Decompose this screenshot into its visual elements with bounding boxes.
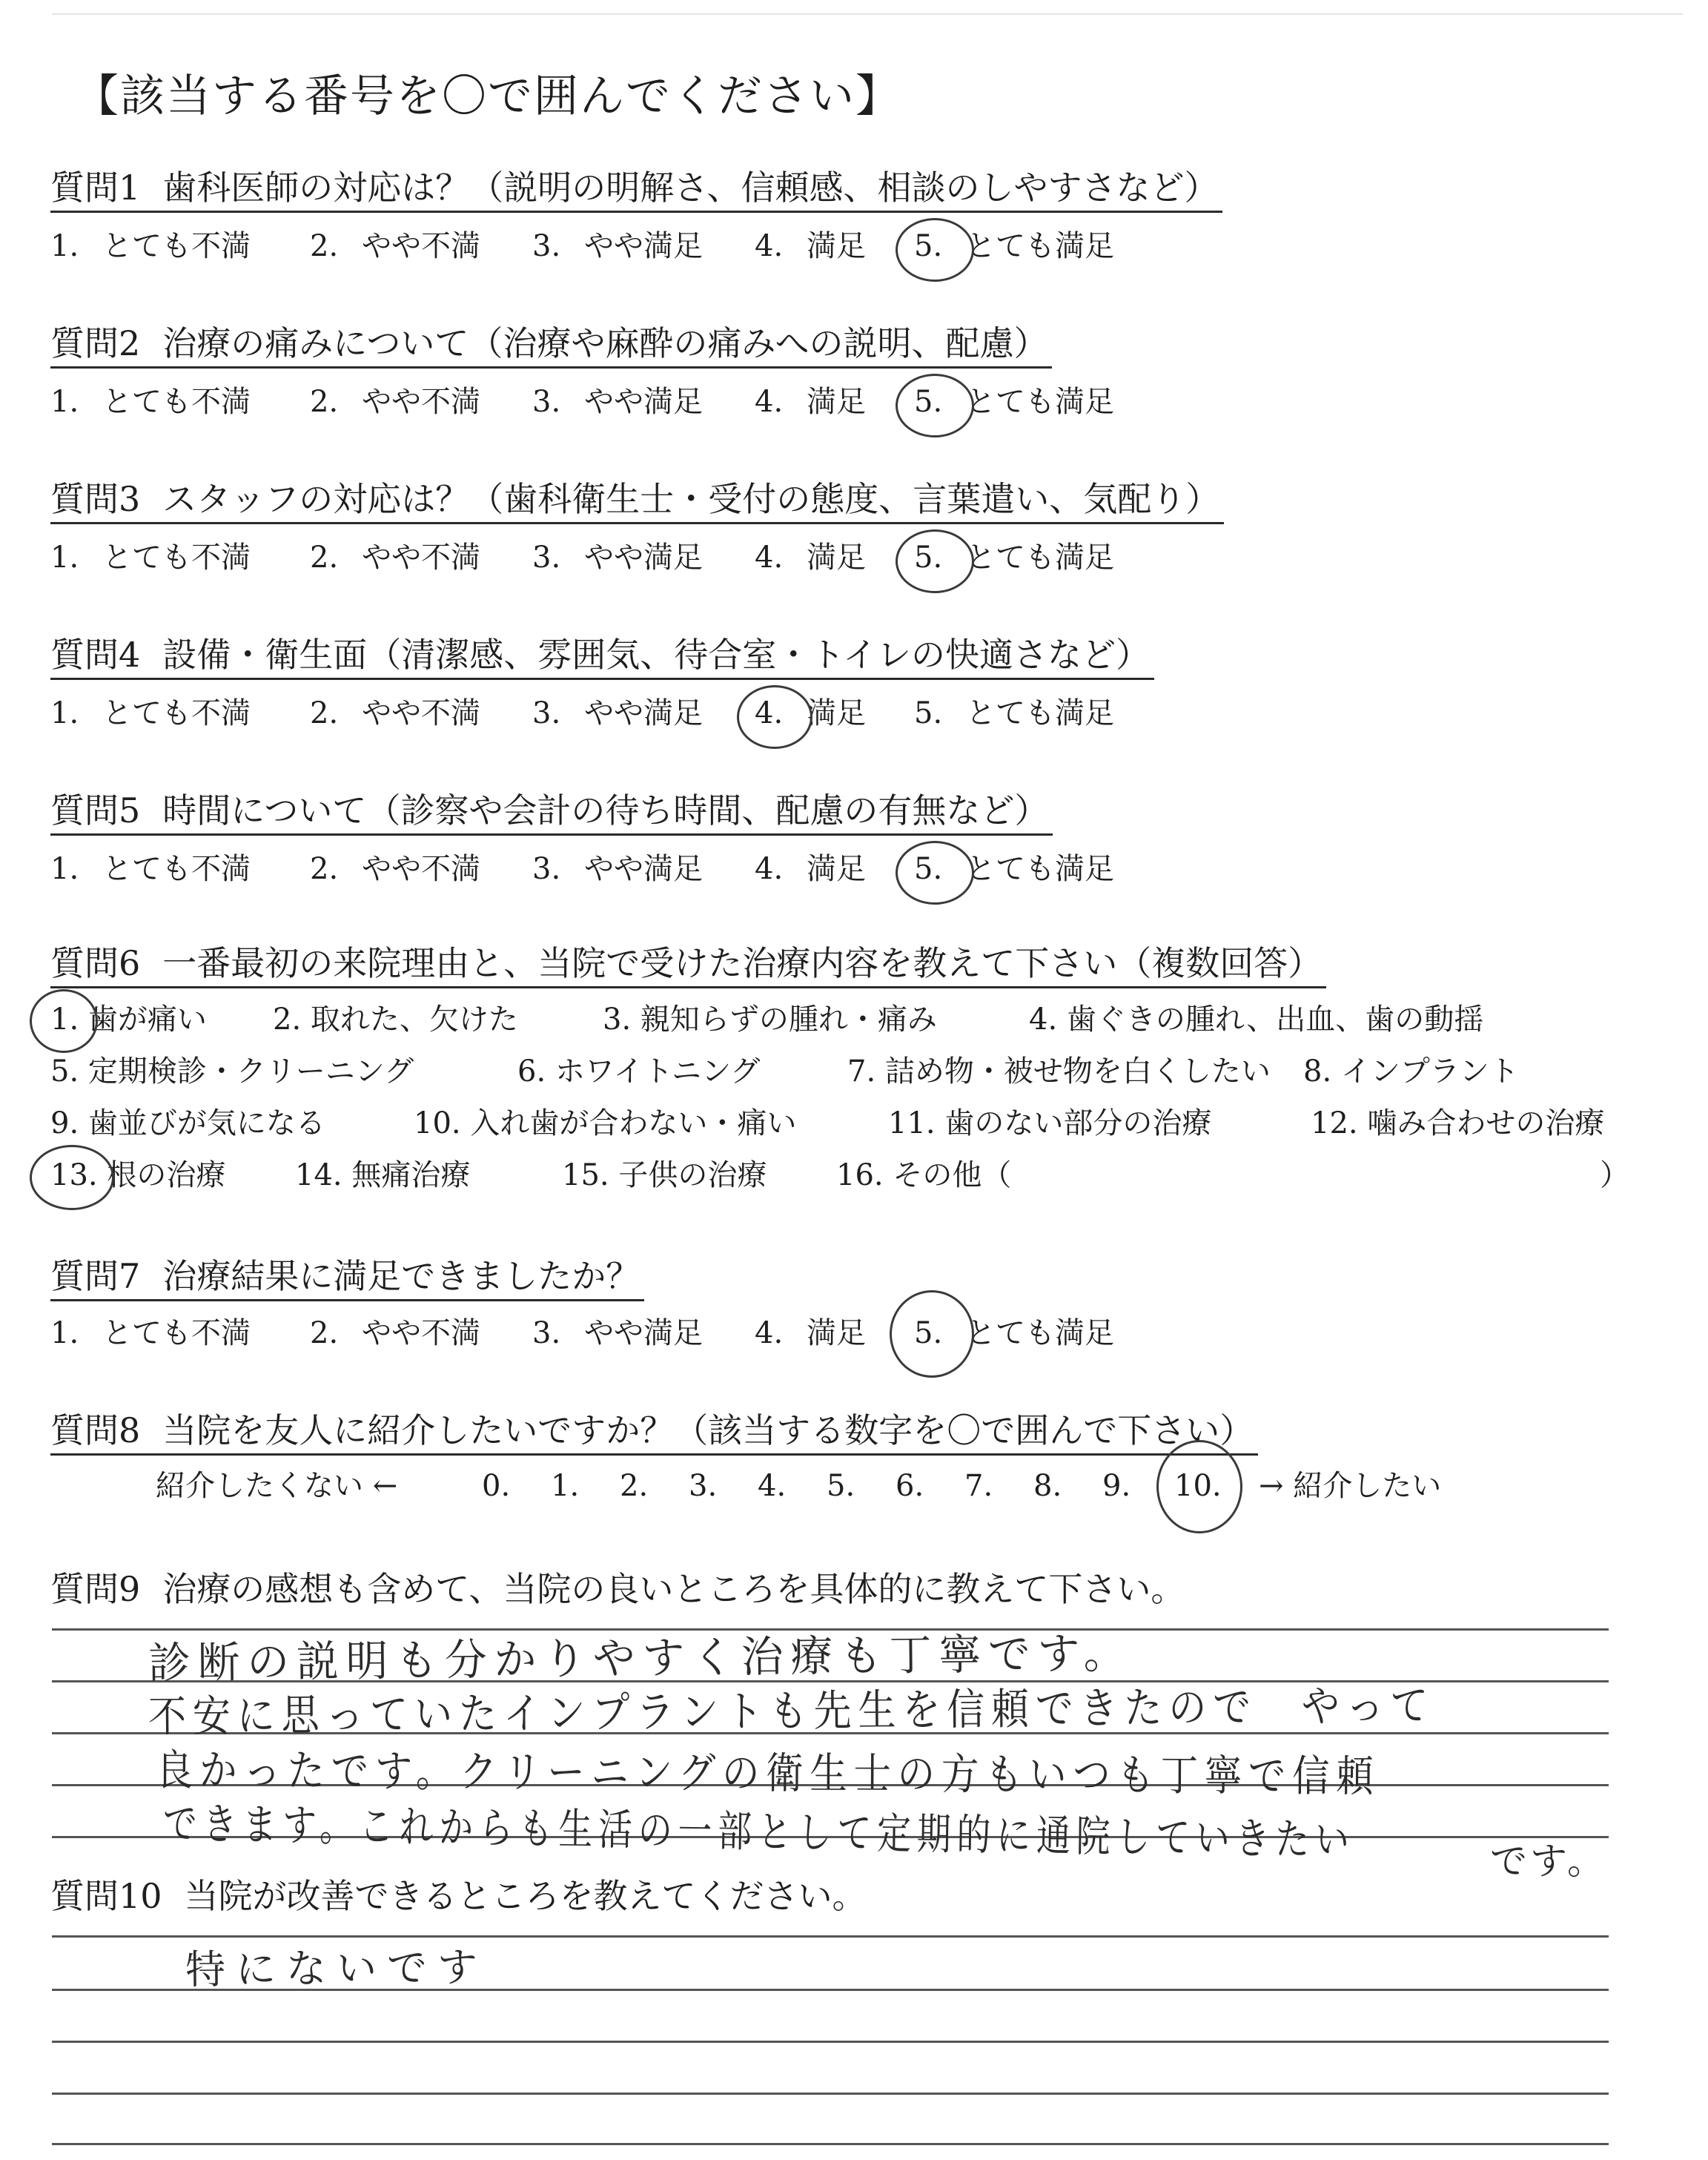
reason-option-1[interactable] — [50, 995, 207, 1044]
option-number: 2. — [310, 385, 339, 419]
scale-option-3[interactable] — [532, 690, 703, 737]
option-label: とても満足 — [966, 852, 1114, 886]
scale-option-5[interactable] — [914, 845, 1114, 893]
handwritten-answer-line: 良かったです。クリーニングの衛生士の方もいつも丁寧で信頼 — [155, 1745, 1380, 1802]
scale-option-2[interactable] — [310, 690, 480, 737]
option-label: やや満足 — [584, 385, 703, 419]
scale-option-3[interactable] — [532, 222, 703, 270]
option-label: 歯が痛い — [87, 1003, 207, 1037]
scale-number-10[interactable]: 10. — [1174, 1469, 1222, 1503]
option-label: とても満足 — [966, 385, 1114, 419]
option-label: やや満足 — [584, 229, 703, 263]
option-label: とても不満 — [102, 852, 251, 886]
option-label: とても満足 — [966, 696, 1114, 730]
option-number: 3. — [532, 696, 561, 730]
handwritten-answer-line: 診断の説明も分かりやすく治療も丁寧です。 — [148, 1628, 1133, 1688]
question-7-title — [50, 1253, 644, 1301]
option-label: ホワイトニング — [555, 1054, 761, 1089]
question-text: 治療結果に満足できましたか？ — [162, 1256, 640, 1296]
scale-option-3[interactable] — [532, 378, 703, 426]
writing-line — [52, 2143, 1609, 2145]
scale-option-5[interactable] — [914, 222, 1114, 270]
option-number: 6. — [517, 1054, 546, 1089]
option-label: 歯並びが気になる — [87, 1106, 325, 1140]
option-number: 4. — [755, 696, 784, 730]
option-label: とても不満 — [102, 229, 251, 263]
question-8-title — [50, 1407, 1258, 1456]
scale-right-label: → 紹介したい — [1259, 1469, 1442, 1503]
scale-option-5[interactable] — [914, 1309, 1114, 1357]
scale-number-9[interactable]: 9. — [1102, 1469, 1131, 1503]
option-label: 取れた、欠けた — [310, 1003, 518, 1037]
option-number: 2. — [310, 852, 339, 886]
option-label: 満足 — [807, 696, 866, 730]
scale-number-2[interactable]: 2. — [620, 1469, 649, 1503]
scale-option-4[interactable] — [755, 222, 866, 270]
scale-option-1[interactable] — [50, 378, 251, 426]
option-label: 子供の治療 — [618, 1158, 767, 1192]
scale-option-4[interactable] — [755, 1309, 866, 1357]
scale-option-4[interactable] — [755, 690, 866, 737]
option-label: 定期検診・クリーニング — [87, 1054, 414, 1089]
option-label: やや満足 — [584, 696, 703, 730]
scale-number-5[interactable]: 5. — [827, 1469, 855, 1503]
option-number: 10. — [414, 1106, 461, 1140]
reason-option-9[interactable] — [50, 1099, 325, 1148]
question-number: 質問7 — [50, 1256, 141, 1296]
scale-option-2[interactable] — [310, 845, 480, 893]
option-number: 3. — [532, 385, 561, 419]
option-label: 根の治療 — [107, 1158, 226, 1192]
question-number: 質問8 — [50, 1410, 141, 1450]
other-close-paren: ） — [1600, 1158, 1629, 1192]
option-label: やや不満 — [362, 541, 480, 575]
question-text: 歯科医師の対応は？（説明の明解さ、信頼感、相談のしやすさなど） — [162, 168, 1219, 208]
option-number: 8. — [1303, 1054, 1332, 1089]
question-6-title — [50, 940, 1326, 988]
question-number: 質問5 — [50, 790, 141, 830]
scale-option-4[interactable] — [755, 845, 866, 893]
scale-option-4[interactable] — [755, 378, 866, 426]
scale-option-3[interactable] — [532, 534, 703, 581]
question-2-title — [50, 320, 1052, 369]
option-label: やや不満 — [362, 852, 480, 886]
question-10-title — [50, 1873, 871, 1919]
question-number: 質問3 — [50, 479, 141, 519]
option-label: 満足 — [807, 385, 866, 419]
option-number: 1. — [50, 541, 79, 575]
scale-number-0[interactable]: 0. — [482, 1469, 511, 1503]
option-label: とても不満 — [102, 1316, 251, 1350]
option-number: 7. — [847, 1054, 876, 1089]
option-number: 3. — [532, 541, 561, 575]
scale-number-7[interactable]: 7. — [964, 1469, 993, 1503]
reason-option-6[interactable] — [517, 1047, 760, 1096]
option-number: 13. — [50, 1158, 98, 1192]
question-9-title — [50, 1566, 1189, 1612]
option-number: 1. — [50, 1003, 79, 1037]
option-number: 2. — [310, 1316, 339, 1350]
option-number: 1. — [50, 696, 79, 730]
option-number: 5. — [914, 541, 943, 575]
option-number: 16. — [836, 1158, 884, 1192]
reason-option-2[interactable] — [273, 995, 518, 1044]
question-number: 質問10 — [50, 1876, 162, 1916]
reason-option-14[interactable] — [295, 1151, 470, 1200]
option-number: 3. — [532, 1316, 561, 1350]
option-number: 4. — [755, 1316, 784, 1350]
handwritten-answer-line: 特にないです — [185, 1943, 489, 1993]
option-label: 満足 — [807, 541, 866, 575]
option-number: 3. — [532, 229, 561, 263]
scale-left-label: 紹介したくない ← — [156, 1469, 398, 1503]
option-number: 2. — [273, 1003, 302, 1037]
scale-option-1[interactable] — [50, 845, 251, 893]
option-label: やや不満 — [362, 385, 480, 419]
question-5-title — [50, 787, 1053, 836]
top-border-line — [52, 13, 1683, 15]
question-text: 一番最初の来院理由と、当院で受けた治療内容を教えて下さい（複数回答） — [162, 943, 1323, 983]
page-heading: 【該当する番号を〇で囲んでください】 — [74, 70, 901, 122]
option-number: 11. — [888, 1106, 936, 1140]
option-number: 2. — [310, 696, 339, 730]
option-number: 1. — [50, 385, 79, 419]
question-text: 時間について（診察や会計の待ち時間、配慮の有無など） — [162, 790, 1049, 830]
handwritten-answer-line: です。 — [1490, 1840, 1607, 1883]
reason-option-10[interactable] — [414, 1099, 796, 1148]
option-number: 4. — [1029, 1003, 1058, 1037]
option-label: やや満足 — [584, 541, 703, 575]
scale-option-3[interactable] — [532, 1309, 703, 1357]
option-number: 5. — [914, 1316, 943, 1350]
option-label: とても満足 — [966, 1316, 1114, 1350]
scale-number-4[interactable]: 4. — [758, 1469, 787, 1503]
scale-number-6[interactable]: 6. — [896, 1469, 924, 1503]
handwritten-answer-line: できます。これからも生活の一部として定期的に通院していきたい — [162, 1798, 1356, 1866]
option-label: その他（ — [893, 1158, 1012, 1192]
option-number: 5. — [914, 385, 943, 419]
scale-number-1[interactable]: 1. — [551, 1469, 580, 1503]
question-number: 質問4 — [50, 635, 141, 675]
scale-option-2[interactable] — [310, 1309, 480, 1357]
option-label: 満足 — [807, 229, 866, 263]
option-label: インプラント — [1340, 1054, 1519, 1089]
scale-option-1[interactable] — [50, 1309, 251, 1357]
reason-option-7[interactable] — [847, 1047, 1271, 1096]
question-text: スタッフの対応は？（歯科衛生士・受付の態度、言葉遣い、気配り） — [162, 479, 1220, 519]
reason-option-5[interactable] — [50, 1047, 414, 1096]
option-label: 満足 — [807, 852, 866, 886]
option-label: 満足 — [807, 1316, 866, 1350]
question-text: 設備・衛生面（清潔感、雰囲気、待合室・トイレの快適さなど） — [162, 635, 1150, 675]
scale-option-2[interactable] — [310, 378, 480, 426]
option-number: 14. — [295, 1158, 342, 1192]
question-text: 治療の感想も含めて、当院の良いところを具体的に教えて下さい。 — [162, 1569, 1185, 1609]
question-text: 当院を友人に紹介したいですか？（該当する数字を〇で囲んで下さい） — [162, 1410, 1254, 1450]
option-number: 5. — [914, 852, 943, 886]
question-number: 質問6 — [50, 943, 141, 983]
question-text: 当院が改善できるところを教えてください。 — [184, 1876, 867, 1916]
reason-option-16[interactable] — [836, 1151, 1011, 1200]
option-number: 12. — [1311, 1106, 1358, 1140]
option-number: 9. — [50, 1106, 79, 1140]
scale-option-2[interactable] — [310, 534, 480, 581]
option-number: 5. — [50, 1054, 79, 1089]
option-number: 4. — [755, 385, 784, 419]
reason-option-12[interactable] — [1311, 1099, 1604, 1148]
option-label: 入れ歯が合わない・痛い — [470, 1106, 797, 1140]
question-number: 質問9 — [50, 1569, 141, 1609]
handwritten-answer-line: 不安に思っていたインプラントも先生を信頼できたので やって — [148, 1680, 1435, 1742]
question-number: 質問1 — [50, 168, 141, 208]
option-number: 1. — [50, 852, 79, 886]
option-number: 2. — [310, 229, 339, 263]
option-number: 1. — [50, 229, 79, 263]
option-number: 4. — [755, 229, 784, 263]
question-3-title — [50, 476, 1224, 524]
question-1-title — [50, 165, 1222, 213]
writing-line — [52, 2093, 1609, 2095]
option-label: やや不満 — [362, 229, 480, 263]
question-text: 治療の痛みについて（治療や麻酔の痛みへの説明、配慮） — [162, 323, 1048, 363]
scale-number-3[interactable]: 3. — [689, 1469, 718, 1503]
option-label: とても不満 — [102, 385, 251, 419]
option-label: やや不満 — [362, 1316, 480, 1350]
reason-option-13[interactable] — [50, 1151, 225, 1200]
reason-option-11[interactable] — [888, 1099, 1211, 1148]
option-label: 歯ぐきの腫れ、出血、歯の動揺 — [1066, 1003, 1484, 1037]
option-label: やや不満 — [362, 696, 480, 730]
scale-option-5[interactable] — [914, 378, 1114, 426]
option-number: 5. — [914, 696, 943, 730]
option-number: 2. — [310, 541, 339, 575]
option-label: 噛み合わせの治療 — [1367, 1106, 1605, 1140]
scale-option-1[interactable] — [50, 534, 251, 581]
reason-option-3[interactable] — [603, 995, 937, 1044]
option-number: 5. — [914, 229, 943, 263]
question-number: 質問2 — [50, 323, 141, 363]
scale-number-8[interactable]: 8. — [1033, 1469, 1062, 1503]
scale-option-1[interactable] — [50, 690, 251, 737]
scale-option-3[interactable] — [532, 845, 703, 893]
option-label: やや満足 — [584, 852, 703, 886]
option-number: 3. — [532, 852, 561, 886]
reason-option-8[interactable] — [1303, 1047, 1519, 1096]
option-label: とても満足 — [966, 229, 1114, 263]
option-label: やや満足 — [584, 1316, 703, 1350]
option-number: 4. — [755, 852, 784, 886]
option-label: 歯のない部分の治療 — [944, 1106, 1212, 1140]
option-label: とても不満 — [102, 696, 251, 730]
option-number: 1. — [50, 1316, 79, 1350]
reason-option-4[interactable] — [1029, 995, 1483, 1044]
writing-line — [52, 2041, 1609, 2043]
scale-option-5[interactable] — [914, 534, 1114, 581]
option-label: とても満足 — [966, 541, 1114, 575]
option-label: 親知らずの腫れ・痛み — [640, 1003, 937, 1037]
option-number: 3. — [603, 1003, 632, 1037]
option-number: 15. — [562, 1158, 609, 1192]
option-label: 無痛治療 — [351, 1158, 471, 1192]
option-number: 4. — [755, 541, 784, 575]
reason-option-15[interactable] — [562, 1151, 767, 1200]
scale-option-2[interactable] — [310, 222, 480, 270]
option-label: 詰め物・被せ物を白くしたい — [884, 1054, 1271, 1089]
scale-option-1[interactable] — [50, 222, 251, 270]
option-label: とても不満 — [102, 541, 251, 575]
question-4-title — [50, 632, 1154, 680]
scale-option-5[interactable] — [914, 690, 1114, 737]
scale-option-4[interactable] — [755, 534, 866, 581]
